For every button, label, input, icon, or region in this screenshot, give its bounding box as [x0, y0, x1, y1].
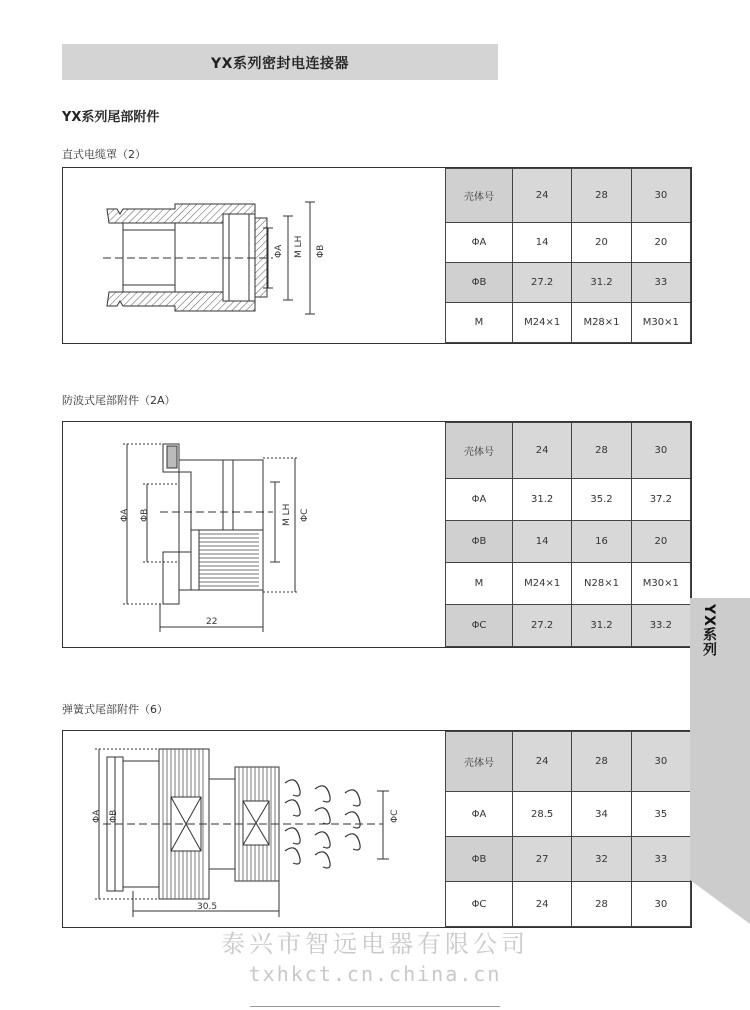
table-cell: 32: [572, 837, 631, 882]
table-cell: 24: [513, 423, 572, 479]
table-cell: 31.2: [572, 262, 631, 302]
spring-accessory-drawing: [63, 731, 445, 927]
table-cell: 28: [572, 882, 631, 927]
product-panel-1: [62, 167, 692, 344]
table-cell: 31.2: [513, 479, 572, 521]
product-panel-3: [62, 730, 692, 928]
row-label: ΦC: [446, 605, 513, 647]
page-title: YX系列密封电连接器: [211, 56, 349, 72]
table-cell: M30×1: [631, 563, 690, 605]
watermark-company: 泰兴市智远电器有限公司: [221, 930, 529, 958]
dimension-label: ΦB: [140, 508, 150, 522]
table-row: [446, 605, 691, 647]
table-cell: 28: [572, 169, 631, 223]
row-label: ΦB: [446, 521, 513, 563]
dimension-label: 30.5: [197, 902, 218, 912]
table-row: [446, 262, 691, 302]
product-caption: 弹簧式尾部附件（6）: [62, 703, 168, 716]
table-row: [446, 479, 691, 521]
row-label: ΦB: [446, 837, 513, 882]
product-caption: 防波式尾部附件（2A）: [62, 394, 176, 407]
table-cell: 33: [631, 262, 690, 302]
table-cell: 37.2: [631, 479, 690, 521]
watermark-url: txhkct.cn.china.cn: [248, 962, 502, 986]
table-row: [446, 837, 691, 882]
spec-table: [445, 422, 691, 647]
table-cell: 28: [572, 423, 631, 479]
table-row: [446, 563, 691, 605]
table-cell: 30: [631, 882, 690, 927]
table-row: [446, 732, 691, 792]
table-cell: 27.2: [513, 605, 572, 647]
table-cell: 30: [631, 732, 690, 792]
side-tab-label: YX系列: [701, 604, 717, 657]
table-cell: 27: [513, 837, 572, 882]
table-cell: 30: [631, 169, 690, 223]
table-cell: 20: [631, 521, 690, 563]
row-label: ΦB: [446, 262, 513, 302]
row-label: M: [446, 302, 513, 342]
table-cell: 35.2: [572, 479, 631, 521]
footer-divider: [250, 1006, 500, 1007]
section-title: YX系列尾部附件: [62, 110, 160, 125]
dimension-label: ΦC: [300, 508, 310, 522]
product-panel-2: [62, 421, 692, 648]
row-label: M: [446, 563, 513, 605]
row-label: ΦC: [446, 882, 513, 927]
table-cell: 30: [631, 423, 690, 479]
table-cell: 24: [513, 169, 572, 223]
spec-table: [445, 168, 691, 343]
shielded-accessory-drawing: [63, 422, 445, 647]
table-cell: 27.2: [513, 262, 572, 302]
dimension-label: ΦA: [274, 244, 284, 258]
row-label: ΦA: [446, 792, 513, 837]
table-row: [446, 423, 691, 479]
table-cell: 20: [631, 222, 690, 262]
table-row: [446, 521, 691, 563]
dimension-label: M LH: [282, 503, 292, 526]
row-label: 壳体号: [446, 169, 513, 223]
table-cell: M28×1: [572, 302, 631, 342]
table-cell: 24: [513, 882, 572, 927]
row-label: ΦA: [446, 222, 513, 262]
table-cell: 31.2: [572, 605, 631, 647]
dimension-label: ΦB: [109, 809, 119, 823]
table-cell: 20: [572, 222, 631, 262]
table-row: [446, 882, 691, 927]
table-cell: 33: [631, 837, 690, 882]
cable-cover-drawing: [63, 168, 445, 343]
dimension-label: ΦA: [92, 809, 102, 823]
dimension-label: ΦA: [120, 508, 130, 522]
table-cell: 14: [513, 521, 572, 563]
table-row: [446, 792, 691, 837]
table-cell: M24×1: [513, 302, 572, 342]
row-label: 壳体号: [446, 732, 513, 792]
table-cell: 14: [513, 222, 572, 262]
table-cell: 28.5: [513, 792, 572, 837]
table-cell: 35: [631, 792, 690, 837]
table-cell: 24: [513, 732, 572, 792]
table-cell: 34: [572, 792, 631, 837]
table-cell: 28: [572, 732, 631, 792]
table-row: [446, 302, 691, 342]
table-cell: 16: [572, 521, 631, 563]
dimension-label: 22: [206, 617, 218, 627]
table-cell: N28×1: [572, 563, 631, 605]
table-row: [446, 222, 691, 262]
table-cell: M30×1: [631, 302, 690, 342]
row-label: ΦA: [446, 479, 513, 521]
spec-table: [445, 731, 691, 927]
product-caption: 直式电缆罩（2）: [62, 148, 146, 161]
dimension-label: ΦC: [390, 809, 400, 823]
row-label: 壳体号: [446, 423, 513, 479]
table-row: [446, 169, 691, 223]
dimension-label: M LH: [294, 235, 304, 258]
table-cell: 33.2: [631, 605, 690, 647]
page-title-bar: [62, 44, 498, 80]
table-cell: M24×1: [513, 563, 572, 605]
dimension-label: ΦB: [316, 244, 326, 258]
